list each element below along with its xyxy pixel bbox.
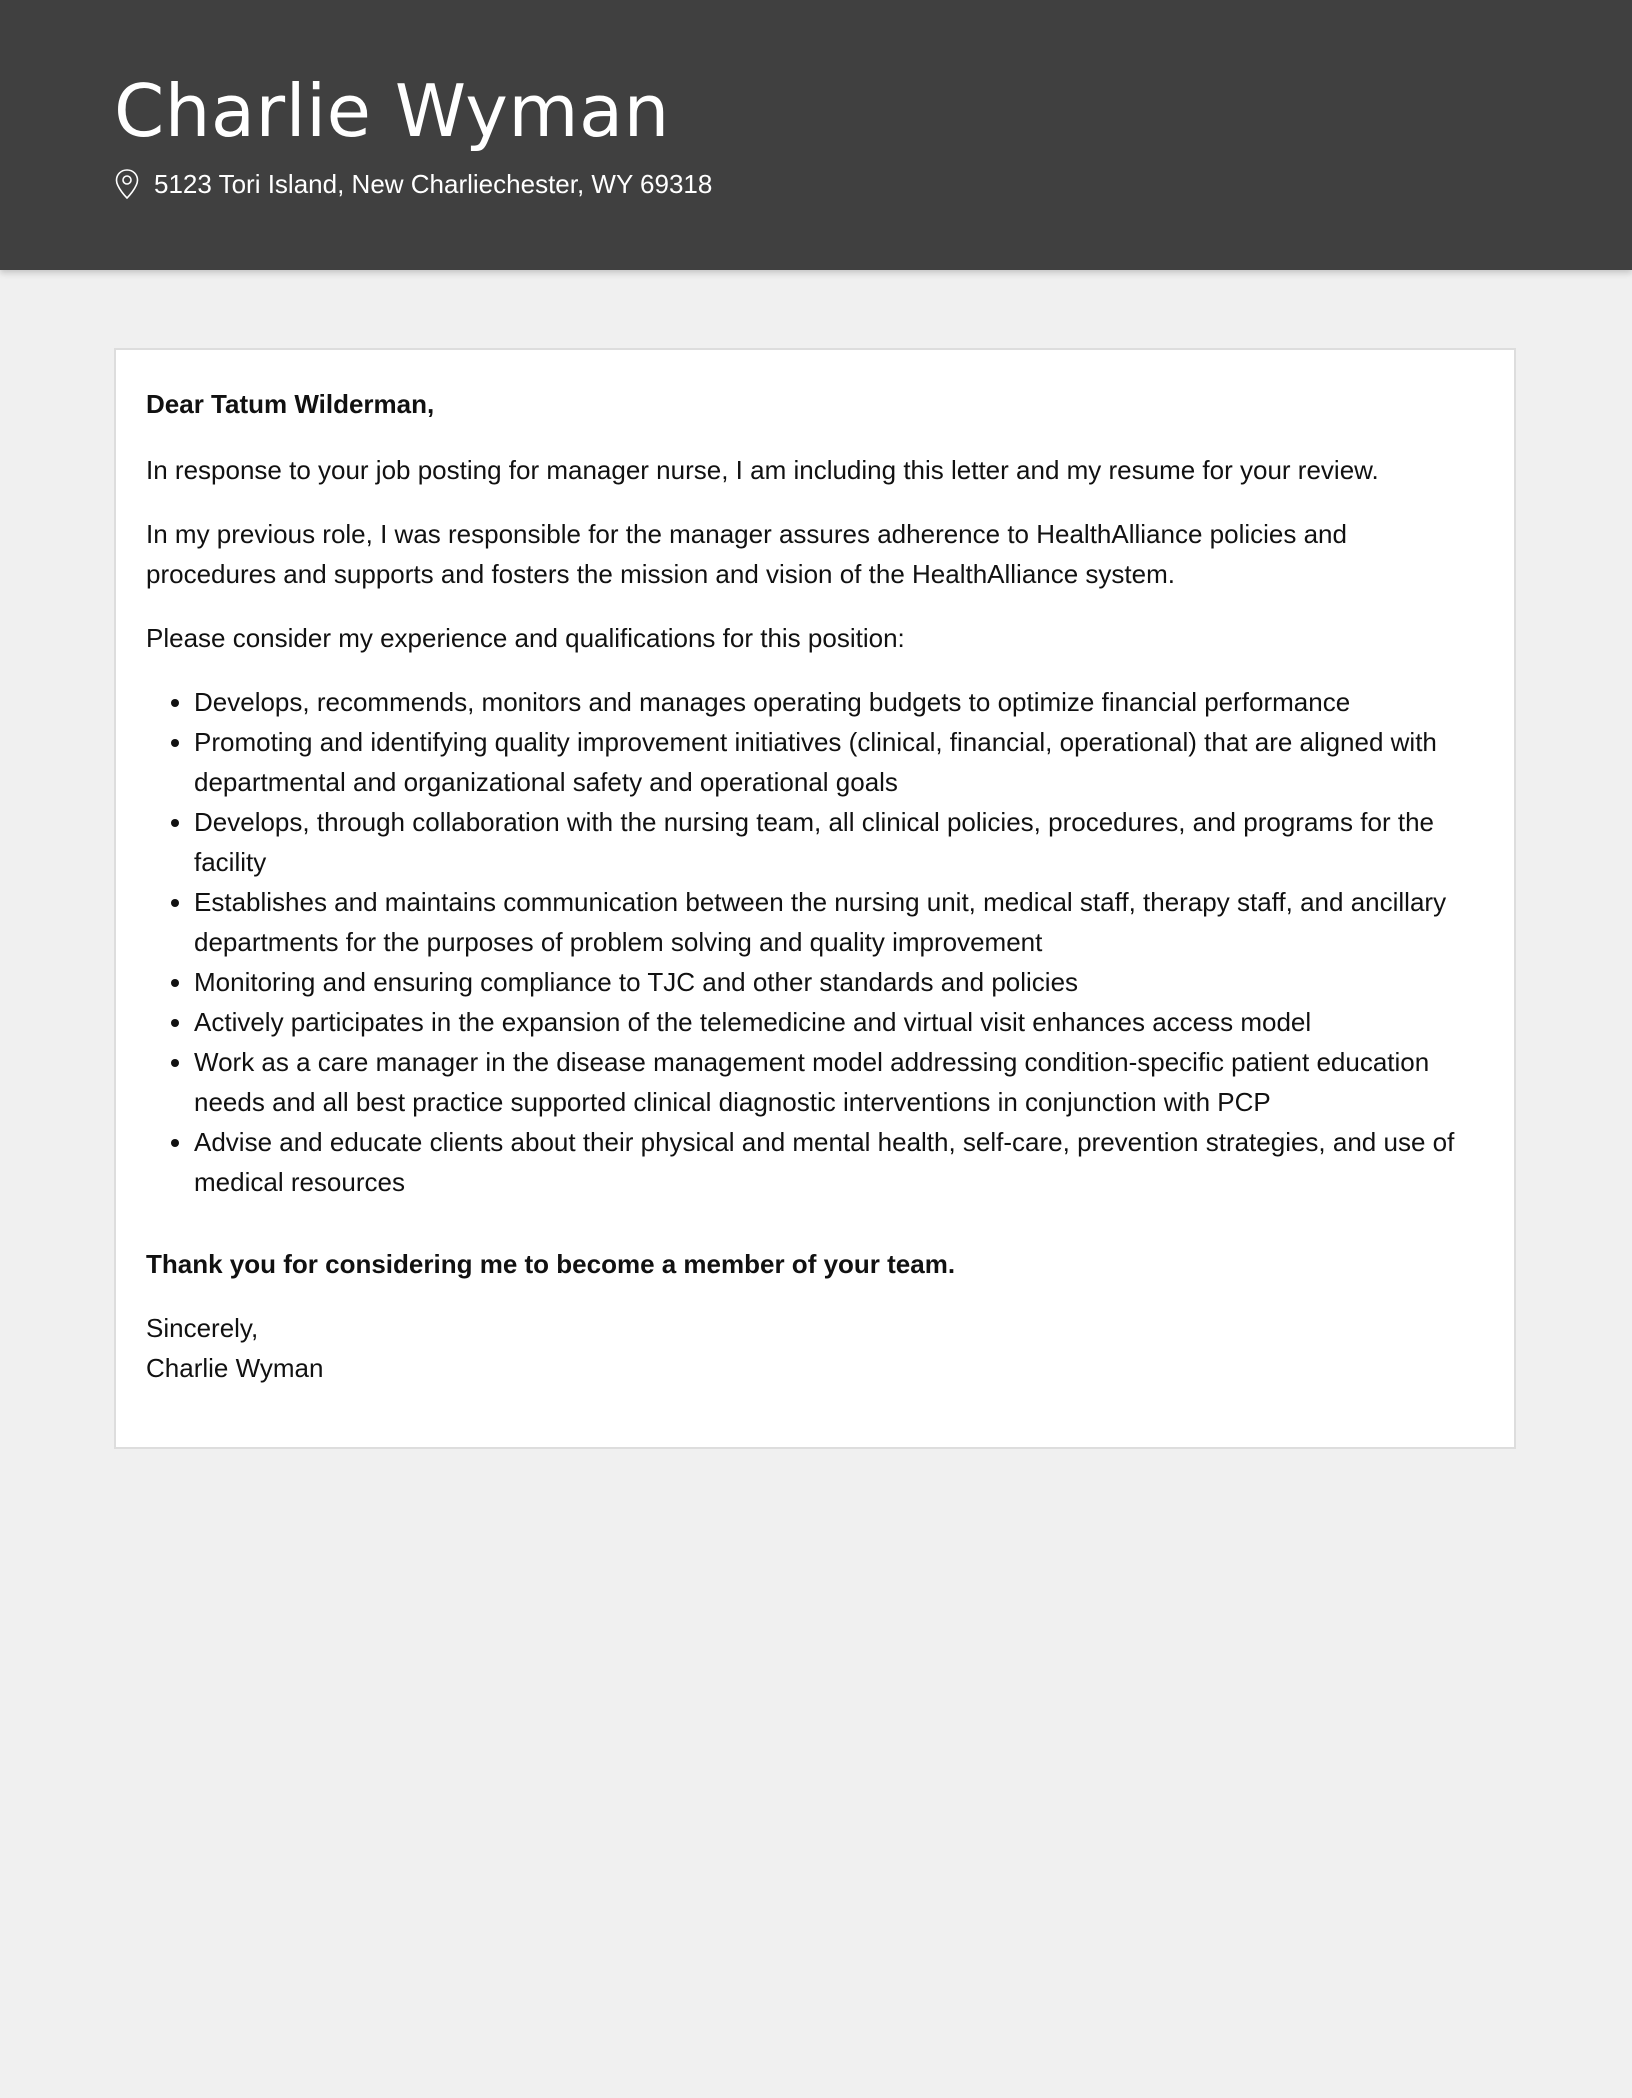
closing-thanks: Thank you for considering me to become a member of your team. (146, 1249, 956, 1279)
signoff-block (146, 1308, 1476, 1388)
applicant-name: Charlie Wyman (114, 69, 670, 153)
signoff: Sincerely, (146, 1313, 259, 1343)
list-item: • Actively participates in the expansion of the telemedicine and virtual visit enhances access model (194, 1002, 1476, 1042)
list-item: • Advise and educate clients about their physical and mental health, self-care, prevention strategies, and use of medical resources (194, 1122, 1476, 1202)
address-text: 5123 Tori Island, New Charliechester, WY 69318 (154, 169, 713, 199)
address-line (114, 166, 712, 202)
map-pin-icon (114, 168, 140, 200)
cover-letter (114, 348, 1516, 1449)
list-item: • Work as a care manager in the disease management model addressing condition-specific patient education needs and all best practice supported clinical diagnostic interventions in conjunction with PCP (194, 1042, 1476, 1122)
list-item: • Establishes and maintains communication between the nursing unit, medical staff, therapy staff, and ancillary departments for the purposes of problem solving and quality improvement (194, 882, 1476, 962)
qualifications-list (146, 682, 1476, 1202)
page-header (0, 0, 1632, 270)
list-item: • Develops, through collaboration with the nursing team, all clinical policies, procedures, and programs for the facility (194, 802, 1476, 882)
qualifications-intro: Please consider my experience and qualifications for this position: (146, 623, 905, 653)
list-item: • Promoting and identifying quality improvement initiatives (clinical, financial, operational) that are aligned with departmental and organizational safety and operational goals (194, 722, 1476, 802)
salutation: Dear Tatum Wilderman, (146, 389, 435, 419)
list-item: • Develops, recommends, monitors and manages operating budgets to optimize financial performance (194, 682, 1476, 722)
list-item: • Monitoring and ensuring compliance to TJC and other standards and policies (194, 962, 1476, 1002)
signature-name: Charlie Wyman (146, 1353, 324, 1383)
intro-paragraph: In response to your job posting for manager nurse, I am including this letter and my resume for your review. (146, 455, 1379, 485)
previous-role-paragraph: In my previous role, I was responsible for the manager assures adherence to HealthAlliance policies and procedures and supports and fosters the mission and vision of the HealthAlliance system. (146, 519, 1347, 589)
